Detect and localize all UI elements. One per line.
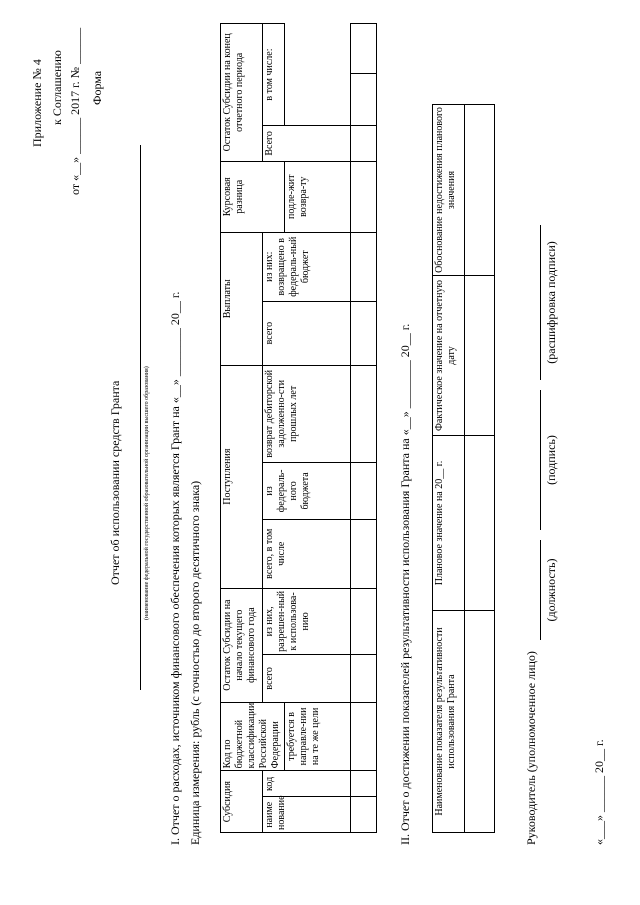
table-row [351,24,377,833]
col-balance-end-to-return: подле-жит возвра-ту [285,161,351,232]
col-balance-end-total: Всего [263,126,351,162]
unit-of-measure: Единица измерения: рубль (с точностью до второго десятичного знака) [188,480,202,845]
decoding-caption: (расшифровка подписи) [544,241,558,364]
col-non-achievement-reason: Обоснование недостижения планового значения [433,105,465,276]
col-balance-end-including: в том числе: [263,24,285,126]
col-receipts: Поступления [221,365,263,588]
agreement-label: к Соглашению [50,50,64,125]
col-payments: Выплаты [221,232,263,365]
head-label: Руководитель (уполномоченное лицо) [524,651,538,845]
form-label: Форма [90,70,104,105]
col-payments-total: всего [263,301,351,365]
col-balance-end-needed: требуется в направле-нии на те же цели [285,702,351,771]
col-actual-value: Фактическое значение на отчетную дату [433,276,465,436]
col-receipts-federal: из федераль-ного бюджета [263,462,351,519]
col-balance-start: Остаток Субсидии на начало текущего финансового года [221,588,263,702]
section-2-heading: II. Отчет о достижении показателей результативности использования Гранта на «__» ________ 20__ г. [398,323,412,845]
col-subsidy-code: код [263,771,351,797]
col-planned-value: Плановое значение на 20__ г. [433,436,465,611]
col-indicator-name: Наименование показателя результативности использования Гранта [433,611,465,833]
signature-caption: (подпись) [544,435,558,485]
col-payments-returned: из них: возвращено в федераль-ный бюджет [263,232,351,301]
document-title: Отчет об использовании средств Гранта [108,380,122,585]
col-balance-start-total: всего [263,655,351,702]
col-budget-code: Код по бюджетной классификации Российской Федерации [221,702,285,771]
signature-date: «___» ______ 20__ г. [592,739,606,845]
organization-caption: (наименование федеральной государственной образовательной организации высшего образования) [144,366,150,620]
col-balance-start-allowed: из них, разрешен-ный к использова-нию [263,588,351,654]
agreement-date-number: от «__» ______ 2017 г. № ______ [68,27,82,195]
position-caption: (должность) [544,558,558,622]
section-1-heading: I. Отчет о расходах, источником финансового обеспечения которых является Грант на «__» ________ 20__ г. [168,291,182,845]
col-balance-end: Остаток Субсидии на конец отчетного периода [221,24,263,162]
col-receipts-debt-return: возврат дебиторской задолженно-сти прошлых лет [263,365,351,462]
appendix-number: Приложение № 4 [30,59,44,147]
expenses-table [220,23,377,833]
col-receipts-total: всего, в том числе [263,519,351,588]
col-subsidy: Субсидия [221,771,263,833]
col-subsidy-name: наиме нование [263,797,351,833]
indicators-table [432,104,495,833]
table-row [465,105,495,833]
col-fx-diff: Курсовая разница [221,161,285,232]
